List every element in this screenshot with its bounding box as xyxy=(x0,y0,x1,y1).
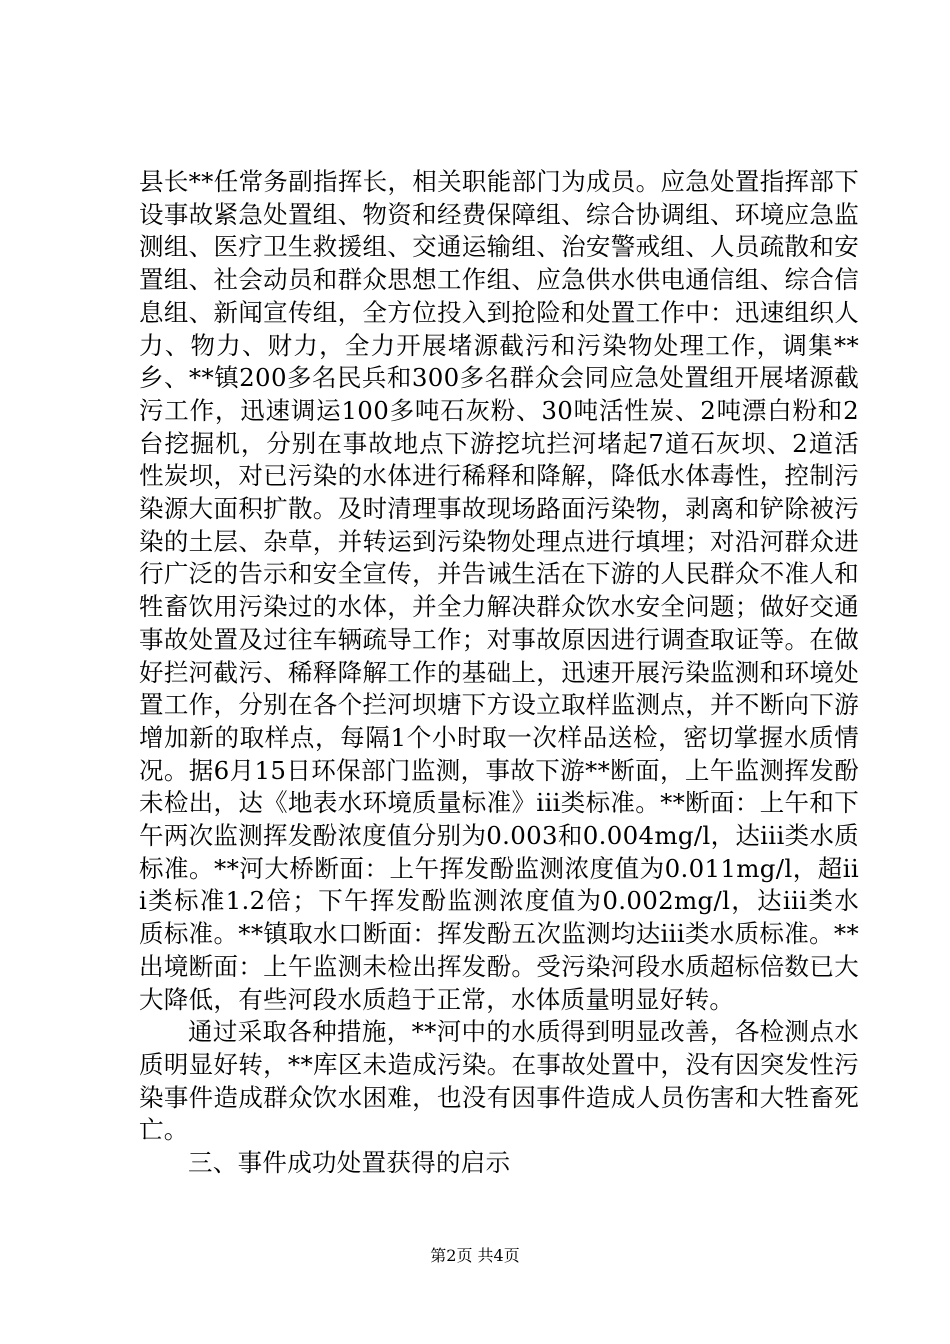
document-body xyxy=(139,166,859,1180)
paragraph-emergency-response: 县长**任常务副指挥长，相关职能部门为成员。应急处置指挥部下设事故紧急处置组、物资和经费保障组、综合协调组、环境应急监测组、医疗卫生救援组、交通运输组、治安警戒组、人员疏散和安置组、社会动员和群众思想工作组、应急供水供电通信组、综合信息组、新闻宣传组，全方位投入到抢险和处置工作中：迅速组织人力、物力、财力，全力开展堵源截污和污染物处理工作，调集**乡、**镇200多名民兵和300多名群众会同应急处置组开展堵源截污工作，迅速调运100多吨石灰粉、30吨活性炭、2吨漂白粉和2台挖掘机，分别在事故地点下游挖坑拦河堵起7道石灰坝、2道活性炭坝，对已污染的水体进行稀释和降解，降低水体毒性，控制污染源大面积扩散。及时清理事故现场路面污染物，剥离和铲除被污染的土层、杂草，并转运到污染物处理点进行填埋；对沿河群众进行广泛的告示和安全宣传，并告诫生活在下游的人民群众不准人和牲畜饮用污染过的水体，并全力解决群众饮水安全问题；做好交通事故处置及过往车辆疏导工作；对事故原因进行调查取证等。在做好拦河截污、稀释降解工作的基础上，迅速开展污染监测和环境处置工作，分别在各个拦河坝塘下方设立取样监测点，并不断向下游增加新的取样点，每隔1个小时取一次样品送检，密切掌握水质情况。据6月15日环保部门监测，事故下游**断面，上午监测挥发酚未检出，达《地表水环境质量标准》iii类标准。**断面：上午和下午两次监测挥发酚浓度值分别为0.003和0.004mg/l，达iii类水质标准。**河大桥断面：上午挥发酚监测浓度值为0.011mg/l，超iii类标准1.2倍；下午挥发酚监测浓度值为0.002mg/l，达iii类水质标准。**镇取水口断面：挥发酚五次监测均达iii类水质标准。**出境断面：上午监测未检出挥发酚。受污染河段水质超标倍数已大大降低，有些河段水质趋于正常，水体质量明显好转。 xyxy=(139,167,859,1014)
paragraph-results: 通过采取各种措施，**河中的水质得到明显改善，各检测点水质明显好转，**库区未造成污染。在事故处置中，没有因突发性污染事件造成群众饮水困难，也没有因事件造成人员伤害和大牲畜死亡。 xyxy=(139,1017,859,1145)
page-number-footer: 第2页 共4页 xyxy=(430,1246,520,1265)
section-heading: 三、事件成功处置获得的启示 xyxy=(188,1148,511,1178)
